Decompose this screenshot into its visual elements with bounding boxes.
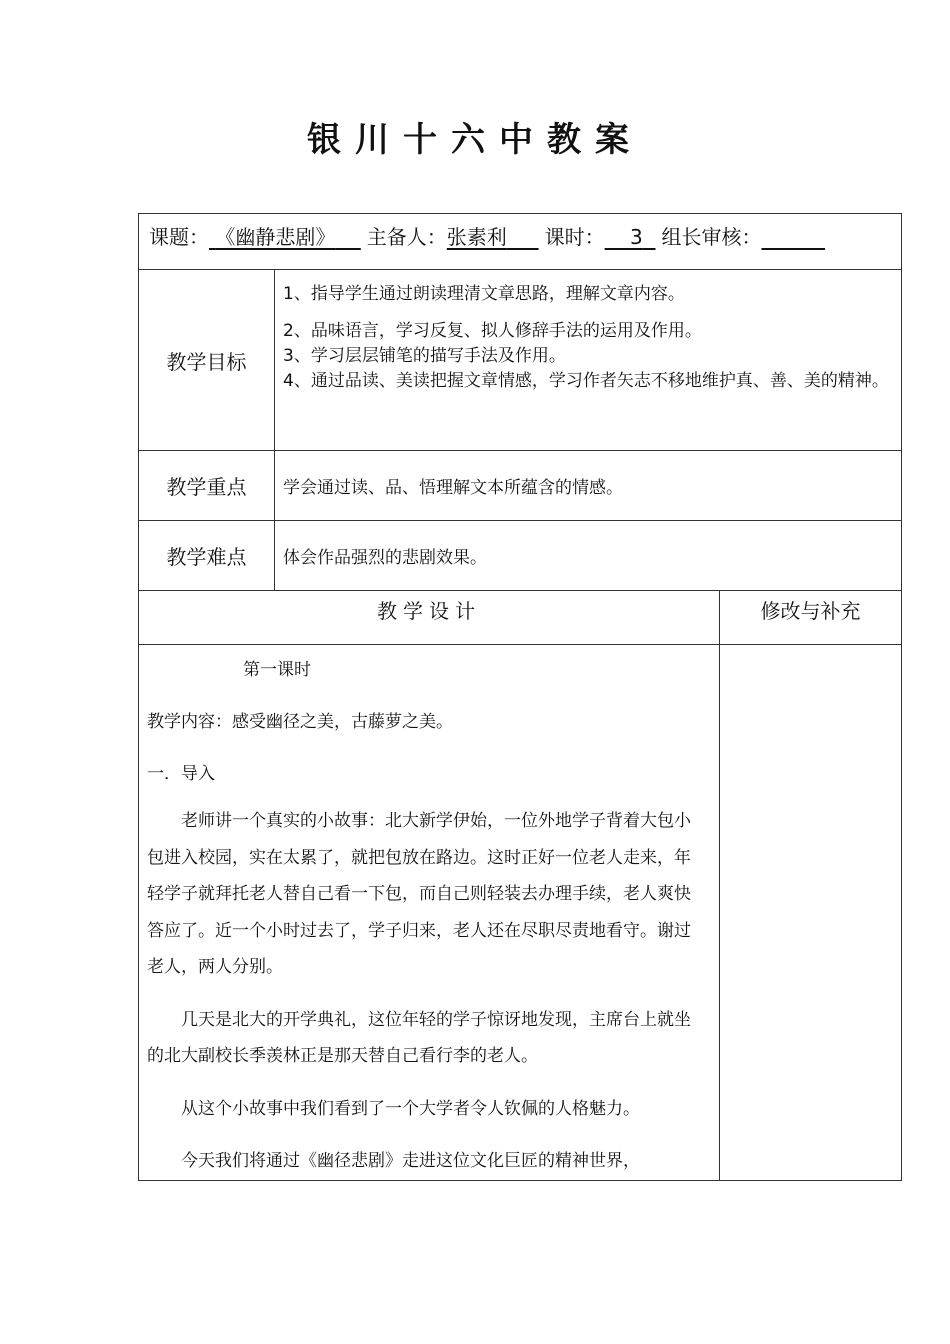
body-paragraph: 从这个小故事中我们看到了一个大学者令人钦佩的人格魅力。: [181, 1098, 640, 1119]
notes-header: 修改与补充: [760, 599, 861, 623]
goals-row: [139, 270, 901, 451]
section-heading: 一．导入: [147, 764, 215, 784]
body-paragraph: 今天我们将通过《幽径悲剧》走进这位文化巨匠的精神世界，: [181, 1151, 640, 1171]
difficulty-value: 体会作品强烈的悲剧效果。: [283, 548, 487, 568]
topic-value: 《幽静悲剧》: [215, 225, 336, 249]
goal-item: 2、品味语言，学习反复、拟人修辞手法的运用及作用。: [283, 321, 702, 341]
design-body: [139, 645, 720, 1181]
goals-cell: [275, 270, 901, 450]
reviewer-label: 组长审核：: [661, 225, 762, 249]
preparer-value: 张素利: [446, 225, 507, 249]
design-header-row: [139, 591, 901, 645]
focus-cell: [275, 451, 901, 520]
notes-cell: [720, 645, 901, 1185]
difficulty-label: 教学难点: [139, 521, 275, 590]
difficulty-cell: [275, 521, 901, 590]
design-header: 教学设计: [139, 591, 720, 644]
preparer-label: 主备人：: [366, 225, 447, 249]
goal-item: 4、通过品读、美读把握文章情感，学习作者矢志不移地维护真、善、美的精神。: [283, 371, 889, 391]
focus-row: [139, 451, 901, 521]
header-line: [149, 222, 825, 252]
goals-label: 教学目标: [139, 270, 275, 450]
focus-label: 教学重点: [139, 451, 275, 520]
body-paragraph: 几天是北大的开学典礼，这位年轻的学子惊讶地发现，主席台上就坐的北大副校长季羡林正是那天替自己看行李的老人。: [147, 1009, 691, 1066]
focus-value: 学会通过读、品、悟理解文本所蕴含的情感。: [283, 478, 623, 498]
goals-list: [283, 282, 889, 394]
header-row: [139, 214, 901, 270]
reviewer-value-blank: [761, 225, 825, 249]
design-body-row: [139, 645, 901, 1181]
topic-label: 课题：: [149, 225, 209, 249]
lesson-label: 第一课时: [243, 660, 311, 680]
goal-item: 1、指导学生通过朗读理清文章思路，理解文章内容。: [283, 284, 685, 304]
document-title: 银川十六中教案: [307, 120, 643, 160]
difficulty-row: [139, 521, 901, 591]
goal-item: 3、学习层层铺笔的描写手法及作用。: [283, 346, 566, 366]
hours-value: 3: [630, 225, 643, 249]
body-paragraph: 老师讲一个真实的小故事：北大新学伊始，一位外地学子背着大包小包进入校园，实在太累了，就把包放在路边。这时正好一位老人走来，年轻学子就拜托老人替自己看一下包，而自己则轻装去办理手续，老人爽快答应了。近一个小时过去了，学子归来，老人还在尽职尽责地看守。谢过老人，两人分别。: [147, 811, 691, 977]
hours-label: 课时：: [544, 225, 605, 249]
lesson-content: 教学内容：感受幽径之美，古藤萝之美。: [147, 712, 453, 732]
lesson-plan-table: [138, 213, 902, 1181]
